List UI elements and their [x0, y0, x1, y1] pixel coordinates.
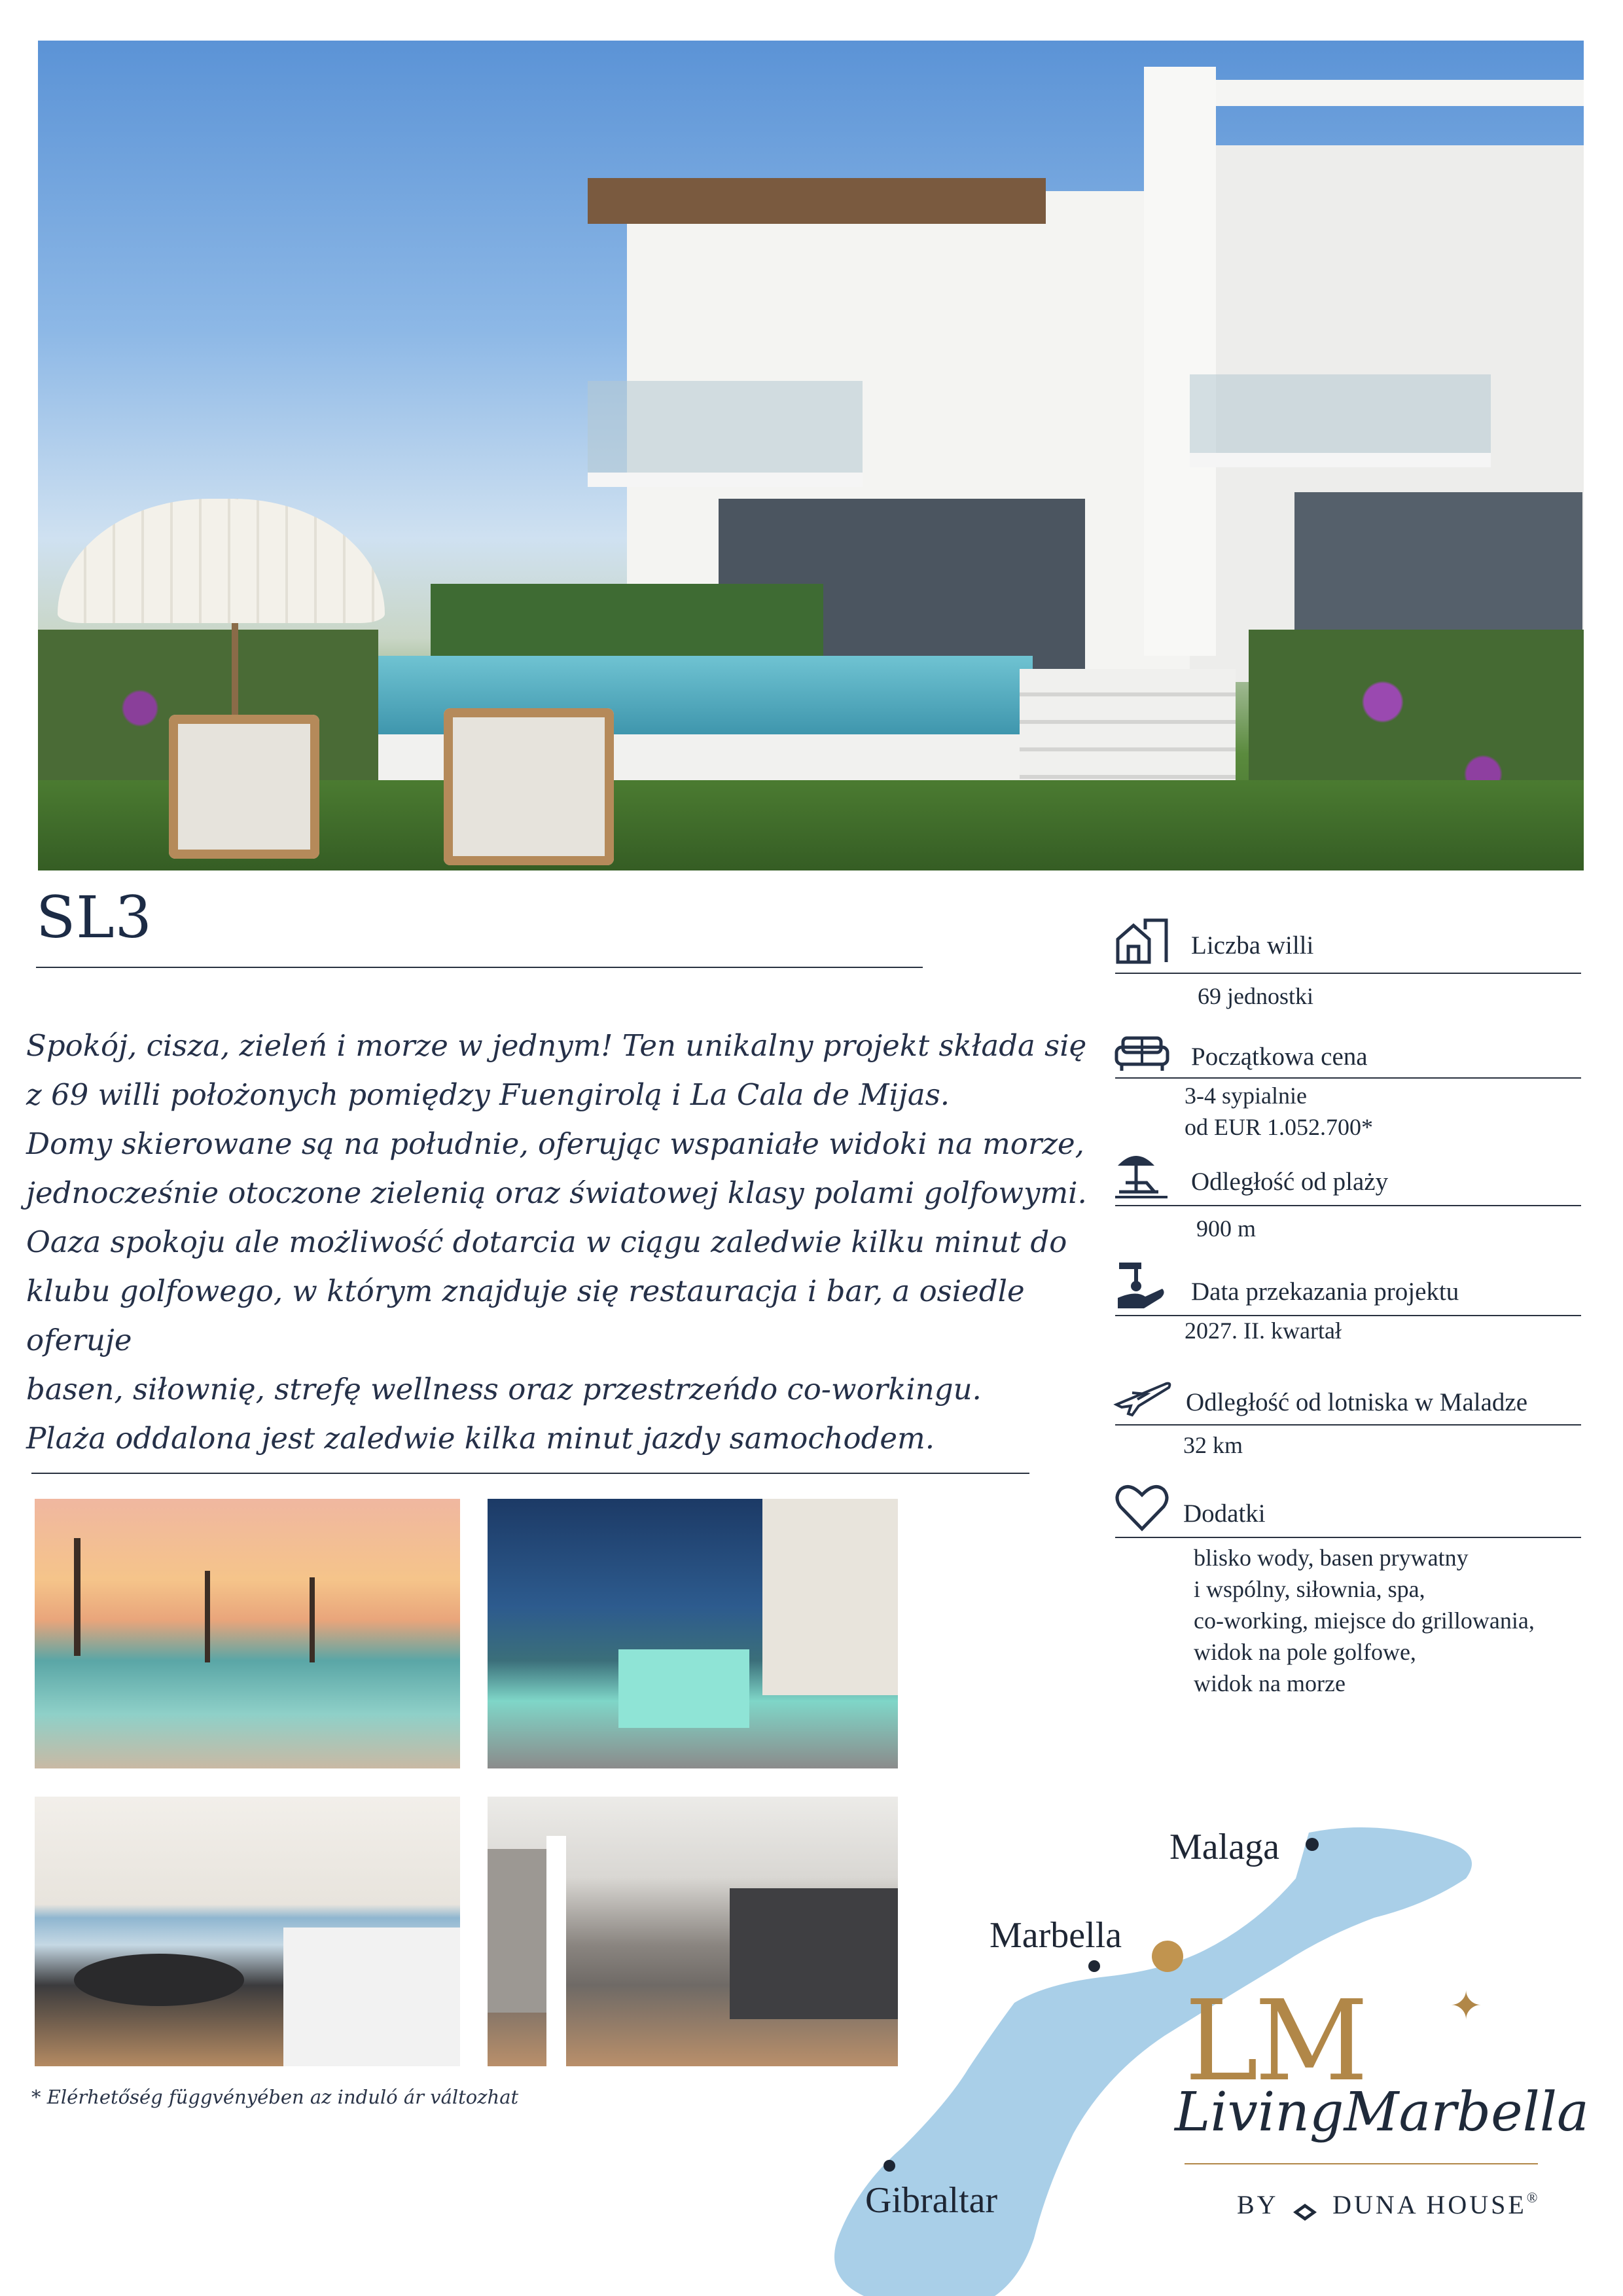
info-value: od EUR 1.052.700* — [1185, 1114, 1373, 1140]
description-line: Domy skierowane są na południe, oferując wspaniałe widoki na morze, — [26, 1126, 1084, 1161]
villa-wall — [1144, 67, 1216, 656]
key-handover-icon — [1113, 1260, 1171, 1312]
heart-icon — [1113, 1480, 1171, 1533]
sparkle-icon: ✦ — [1450, 1983, 1483, 2029]
description-line: basen, siłownię, strefę wellness oraz przestrzeńdo co-workingu. — [26, 1372, 982, 1407]
house-icon — [1113, 916, 1171, 969]
divider — [1115, 1205, 1581, 1206]
project-description — [26, 1021, 1099, 1463]
photo-evening-pool — [488, 1499, 898, 1768]
city-dot — [1088, 1960, 1100, 1972]
divider — [1115, 1077, 1581, 1079]
description-line: jednocześnie otoczone zielenią oraz światowej klasy polami golfowymi. — [26, 1175, 1087, 1210]
pergola — [1216, 80, 1584, 106]
info-label: Odległość od plaży — [1191, 1168, 1389, 1196]
city-label-gibraltar: Gibraltar — [865, 2180, 998, 2221]
info-label: Liczba willi — [1191, 931, 1314, 960]
divider — [1115, 1537, 1581, 1538]
project-location-marker — [1152, 1941, 1183, 1972]
info-value: 2027. II. kwartał — [1185, 1318, 1342, 1344]
info-value: 900 m — [1196, 1215, 1257, 1242]
logo-monogram: LM — [1185, 1977, 1364, 2106]
sun-lounger — [169, 715, 319, 859]
info-value: 69 jednostki — [1198, 983, 1313, 1009]
city-dot — [1306, 1838, 1319, 1851]
divider — [1115, 1424, 1581, 1426]
divider — [31, 1473, 1029, 1474]
city-label-malaga: Malaga — [1169, 1827, 1279, 1867]
info-value: 32 km — [1183, 1432, 1243, 1458]
description-line: Spokój, cisza, zieleń i morze w jednym! Ten unikalny projekt składa się — [26, 1028, 1087, 1063]
pergola — [588, 178, 1046, 224]
info-value: blisko wody, basen prywatny — [1194, 1545, 1469, 1571]
description-line: klubu golfowego, w którym znajduje się restauracja i bar, a osiedle oferuje — [26, 1274, 1025, 1357]
logo-underline — [1185, 2163, 1538, 2164]
photo-sunset-pool — [35, 1499, 460, 1768]
divider — [1115, 973, 1581, 974]
description-line: Plaża oddalona jest zaledwie kilka minut jazdy samochodem. — [26, 1421, 935, 1456]
city-label-marbella: Marbella — [990, 1915, 1122, 1956]
info-label: Początkowa cena — [1191, 1043, 1368, 1071]
info-label: Dodatki — [1183, 1499, 1266, 1528]
beach-umbrella-icon — [1113, 1149, 1171, 1201]
balcony — [588, 381, 863, 487]
airplane-icon — [1113, 1368, 1171, 1420]
photo-interior-kitchen — [35, 1797, 460, 2066]
price-footnote: * Elérhetőség függvényében az induló ár változhat — [31, 2086, 519, 2108]
info-label: Data przekazania projektu — [1191, 1278, 1459, 1306]
info-value: co-working, miejsce do grillowania, — [1194, 1607, 1535, 1634]
info-value: 3-4 sypialnie — [1185, 1083, 1307, 1109]
logo-name: LivingMarbella — [1175, 2081, 1589, 2144]
divider — [36, 967, 923, 968]
logo-brand-text: DUNA HOUSE — [1332, 2190, 1527, 2219]
hero-villa-image — [38, 41, 1584, 870]
sofa-icon — [1113, 1028, 1171, 1080]
project-title: SL3 — [36, 884, 152, 951]
duna-house-icon — [1292, 2198, 1318, 2217]
info-value: widok na morze — [1194, 1670, 1346, 1696]
sun-lounger — [444, 708, 614, 865]
info-value: i wspólny, siłownia, spa, — [1194, 1576, 1425, 1602]
parasol — [58, 499, 385, 623]
description-line: Oaza spokoju ale możliwość dotarcia w ciągu zaledwie kilku minut do — [26, 1225, 1067, 1259]
info-label: Odległość od lotniska w Maladze — [1186, 1388, 1528, 1416]
city-dot — [883, 2160, 895, 2172]
balcony — [1190, 374, 1491, 467]
sea-area — [834, 1827, 1472, 2296]
logo-byline: BY DUNA HOUSE® — [1237, 2189, 1541, 2219]
info-value: widok na pole golfowe, — [1194, 1639, 1416, 1665]
description-line: z 69 willi położonych pomiędzy Fuengirolą i La Cala de Mijas. — [26, 1077, 950, 1112]
logo-by-text: BY — [1237, 2190, 1278, 2219]
